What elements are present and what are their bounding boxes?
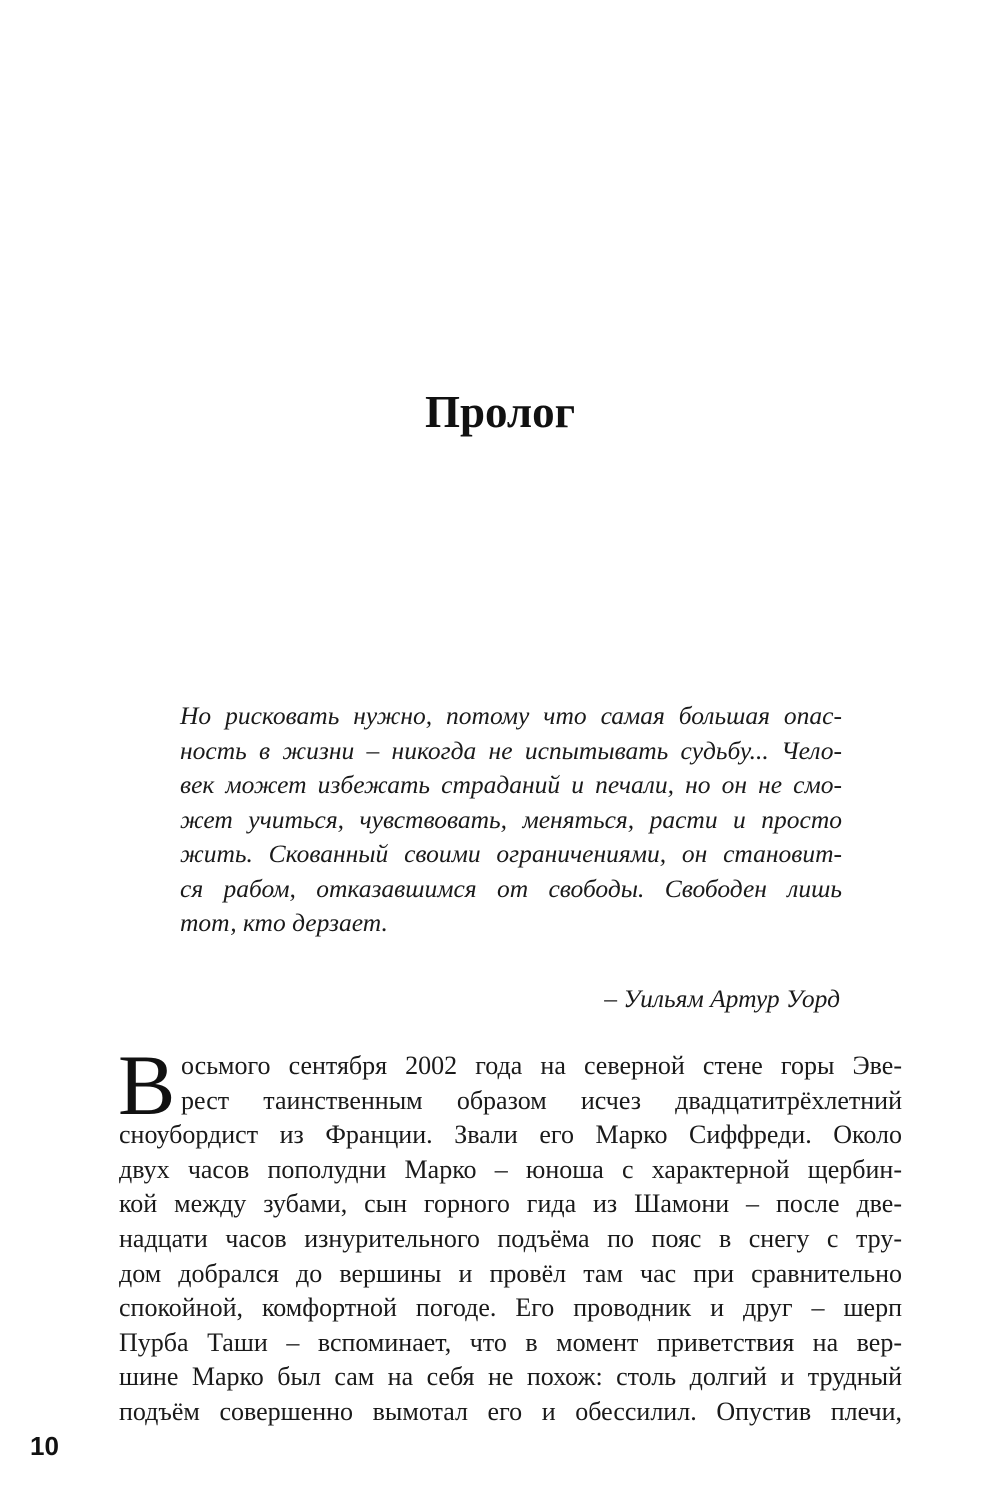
epigraph-attribution: – Уильям Артур Уорд bbox=[604, 984, 840, 1013]
epigraph-line: жет учиться, чувствовать, меняться, расти и просто bbox=[180, 804, 842, 834]
body-line: подъём совершенно вымотал его и обессилил. Опустив плечи, bbox=[119, 1396, 902, 1426]
epigraph-line: Но рисковать нужно, потому что самая большая опас- bbox=[180, 701, 842, 730]
drop-cap: В bbox=[118, 1037, 176, 1133]
body-line: двух часов пополудни Марко – юноша с характерной щербин- bbox=[119, 1154, 902, 1184]
epigraph-line: тот, кто дерзает. bbox=[180, 908, 388, 937]
chapter-title: Пролог bbox=[424, 387, 576, 437]
page-number: 10 bbox=[30, 1431, 59, 1461]
epigraph bbox=[180, 699, 842, 941]
epigraph-line: жить. Скованный своими ограничениями, он становит- bbox=[180, 839, 842, 868]
body-line: спокойной, комфортной погоде. Его проводник и друг – шерп bbox=[119, 1293, 902, 1323]
body-line: осьмого сентября 2002 года на северной стене горы Эве- bbox=[181, 1051, 902, 1080]
epigraph-line: ся рабом, отказавшимся от свободы. Свободен лишь bbox=[180, 873, 842, 903]
body-paragraph bbox=[118, 1037, 902, 1430]
body-line: сноубордист из Франции. Звали его Марко Сиффреди. Около bbox=[119, 1120, 902, 1150]
epigraph-line: ность в жизни – никогда не испытывать судьбу... Чело- bbox=[180, 735, 842, 765]
body-line: Пурба Таши – вспоминает, что в момент приветствия на вер- bbox=[119, 1327, 902, 1357]
body-line: кой между зубами, сын горного гида из Шамони – после две- bbox=[119, 1189, 902, 1219]
body-line: дом добрался до вершины и провёл там час при сравнительно bbox=[119, 1258, 902, 1288]
body-line: надцати часов изнурительного подъёма по пояс в снегу с тру- bbox=[119, 1223, 902, 1253]
body-line: рест таинственным образом исчез двадцатитрёхлетний bbox=[181, 1085, 902, 1115]
body-line: шине Марко был сам на себя не похож: столь долгий и трудный bbox=[119, 1362, 902, 1392]
epigraph-line: век может избежать страданий и печали, но он не смо- bbox=[180, 770, 842, 799]
